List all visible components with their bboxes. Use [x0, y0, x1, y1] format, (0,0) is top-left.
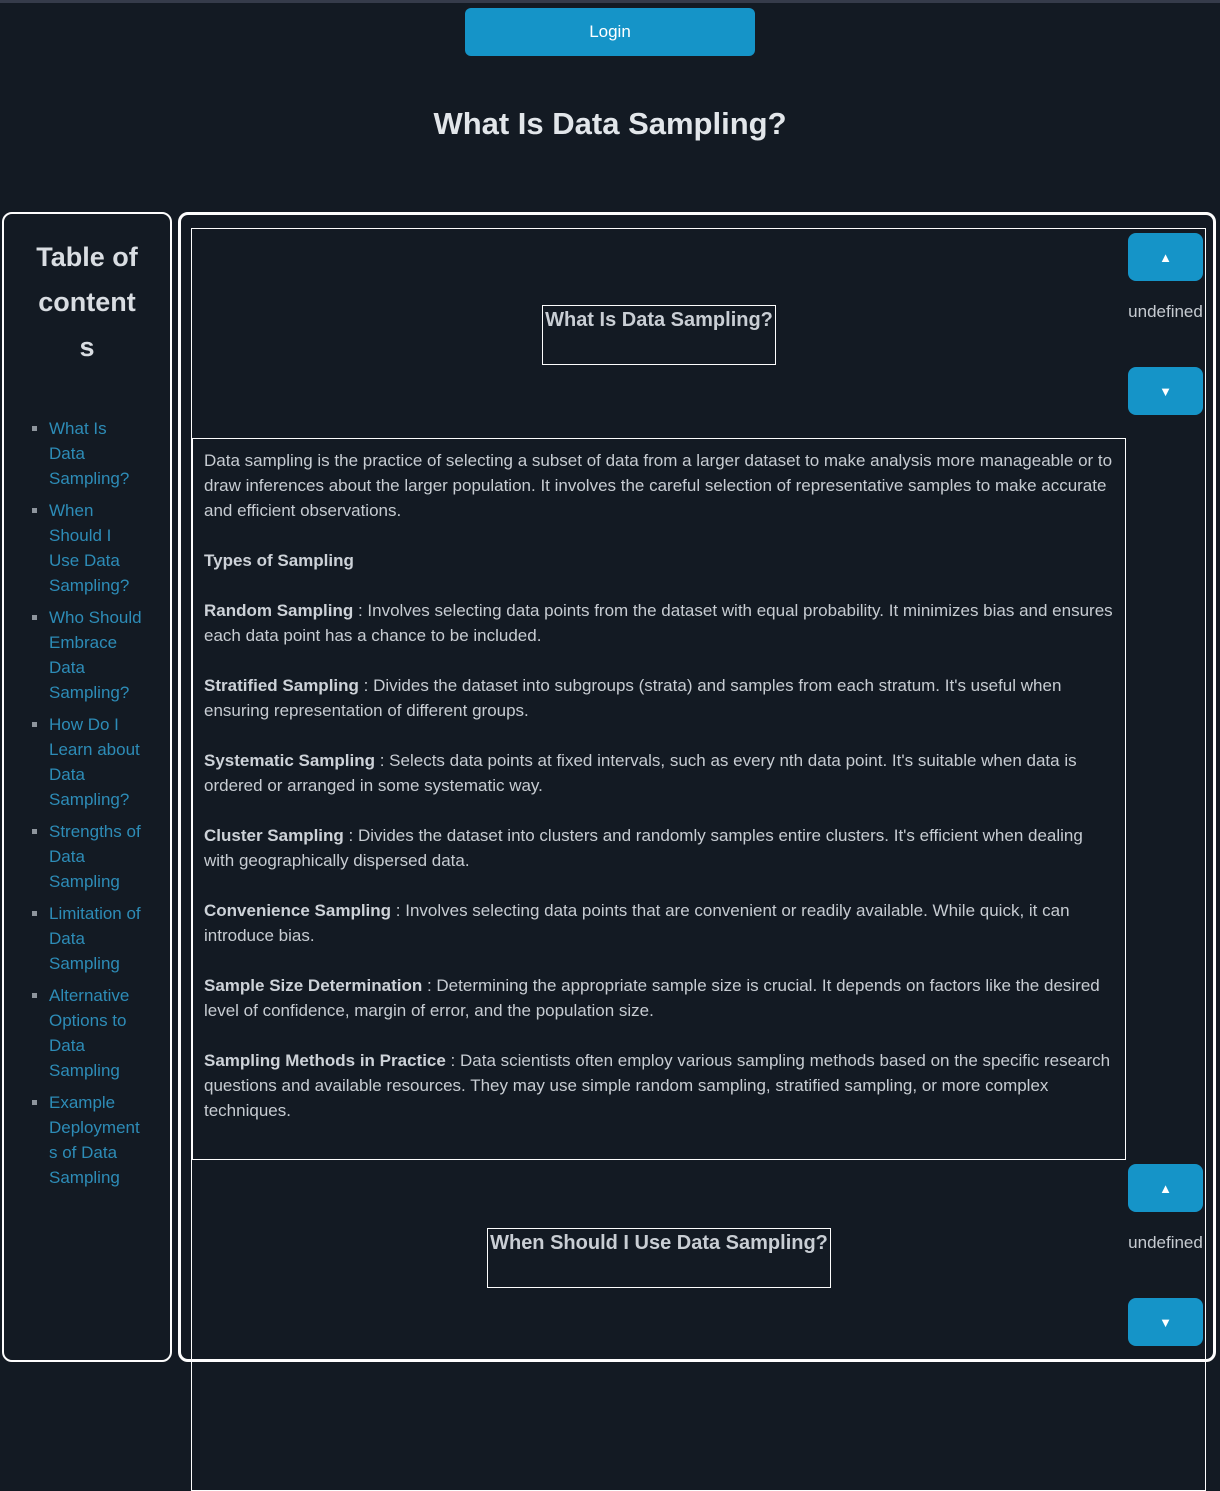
paragraph-box: [192, 438, 1126, 1160]
toc-link[interactable]: Who Should Embrace Data Sampling?: [49, 608, 142, 702]
paragraph: [204, 548, 1113, 573]
paragraph-term: Sampling Methods in Practice: [204, 1051, 446, 1070]
paragraph: [204, 448, 1113, 523]
section-content: [192, 229, 1126, 1160]
paragraph: [204, 673, 1113, 723]
paragraph-term: Types of Sampling: [204, 551, 354, 570]
paragraph-term: Cluster Sampling: [204, 826, 344, 845]
page-title: What Is Data Sampling?: [433, 106, 787, 141]
down-arrow-icon: ▼: [1159, 1314, 1172, 1330]
toc-item: [49, 901, 164, 976]
up-arrow-icon: ▲: [1159, 249, 1172, 265]
paragraph-text: : Determining the appropriate sample size is crucial. It depends on factors like the desired level of confidence, margin of error, and the population size.: [204, 976, 1100, 1020]
sidebar: [2, 212, 172, 1362]
section-nav-column: [1126, 229, 1205, 415]
paragraph-term: Stratified Sampling: [204, 676, 359, 695]
toc-link[interactable]: Alternative Options to Data Sampling: [49, 986, 130, 1080]
up-arrow-icon: ▲: [1159, 1180, 1172, 1196]
paragraph-term: Convenience Sampling: [204, 901, 392, 920]
paragraph-text: Data sampling is the practice of selecting a subset of data from a larger dataset to make analysis more manageable or to draw inferences about the larger population. It involves the careful selection of representative samples to make accurate and efficient observations.: [204, 451, 1113, 520]
toc-title: Table of contents: [36, 242, 138, 362]
toc-item: [49, 712, 164, 812]
content-container: [191, 228, 1206, 1491]
scroll-up-button[interactable]: [1128, 233, 1203, 281]
main-panel: [178, 212, 1216, 1362]
paragraph-term: Sample Size Determination: [204, 976, 423, 995]
login-button[interactable]: Login: [465, 8, 755, 56]
section-heading-box: [542, 305, 776, 365]
down-arrow-icon: ▼: [1159, 383, 1172, 399]
paragraph: [204, 1048, 1113, 1123]
section-when-should-i-use-data-sampling: [192, 1160, 1205, 1490]
scroll-up-button[interactable]: [1128, 1164, 1203, 1212]
section-heading: What Is Data Sampling?: [545, 309, 773, 331]
top-strip: [0, 0, 1220, 3]
paragraph-text: : Divides the dataset into subgroups (strata) and samples from each stratum. It's useful when ensuring representation of different groups.: [204, 676, 1062, 720]
toc-item: [49, 498, 164, 598]
paragraph: [204, 748, 1113, 798]
toc-item: [49, 983, 164, 1083]
section-what-is-data-sampling: [192, 229, 1205, 1160]
scroll-down-button[interactable]: [1128, 1298, 1203, 1346]
content-row: [0, 212, 1220, 1362]
paragraph: [204, 973, 1113, 1023]
paragraph: [204, 823, 1113, 873]
toc-item: [49, 819, 164, 894]
section-content: [192, 1160, 1126, 1490]
paragraph-term: Systematic Sampling: [204, 751, 376, 770]
paragraph-term: Random Sampling: [204, 601, 354, 620]
nav-label: undefined: [1128, 1233, 1203, 1252]
paragraph-text: : Data scientists often employ various sampling methods based on the specific research questions and available resources. They may use simple random sampling, stratified sampling, or more complex techniques.: [204, 1051, 1111, 1120]
paragraph: [204, 598, 1113, 648]
paragraph-text: : Divides the dataset into clusters and randomly samples entire clusters. It's efficient when dealing with geographically dispersed data.: [204, 826, 1083, 870]
paragraph-text: : Involves selecting data points from the dataset with equal probability. It minimizes bias and ensures each data point has a chance to be included.: [204, 601, 1113, 645]
nav-label: undefined: [1128, 302, 1203, 321]
toc-item: [49, 1090, 164, 1190]
toc-item: [49, 416, 164, 491]
toc-link[interactable]: Strengths of Data Sampling: [49, 822, 141, 891]
toc-link[interactable]: What Is Data Sampling?: [49, 419, 130, 488]
toc-link[interactable]: Limitation of Data Sampling: [49, 904, 141, 973]
toc-link[interactable]: How Do I Learn about Data Sampling?: [49, 715, 140, 809]
section-heading-box: [487, 1228, 831, 1288]
paragraph: [204, 898, 1113, 948]
paragraph-text: : Selects data points at fixed intervals, such as every nth data point. It's suitable when data is ordered or arranged in some systematic way.: [204, 751, 1077, 795]
toc-item: [49, 605, 164, 705]
scroll-down-button[interactable]: [1128, 367, 1203, 415]
paragraph-text: : Involves selecting data points that are convenient or readily available. While quick, it can introduce bias.: [204, 901, 1070, 945]
toc-link[interactable]: When Should I Use Data Sampling?: [49, 501, 130, 595]
toc-link[interactable]: Example Deployments of Data Sampling: [49, 1093, 140, 1187]
section-heading: When Should I Use Data Sampling?: [490, 1232, 828, 1254]
toc-list: [4, 416, 170, 1190]
section-nav-column: [1126, 1160, 1205, 1346]
